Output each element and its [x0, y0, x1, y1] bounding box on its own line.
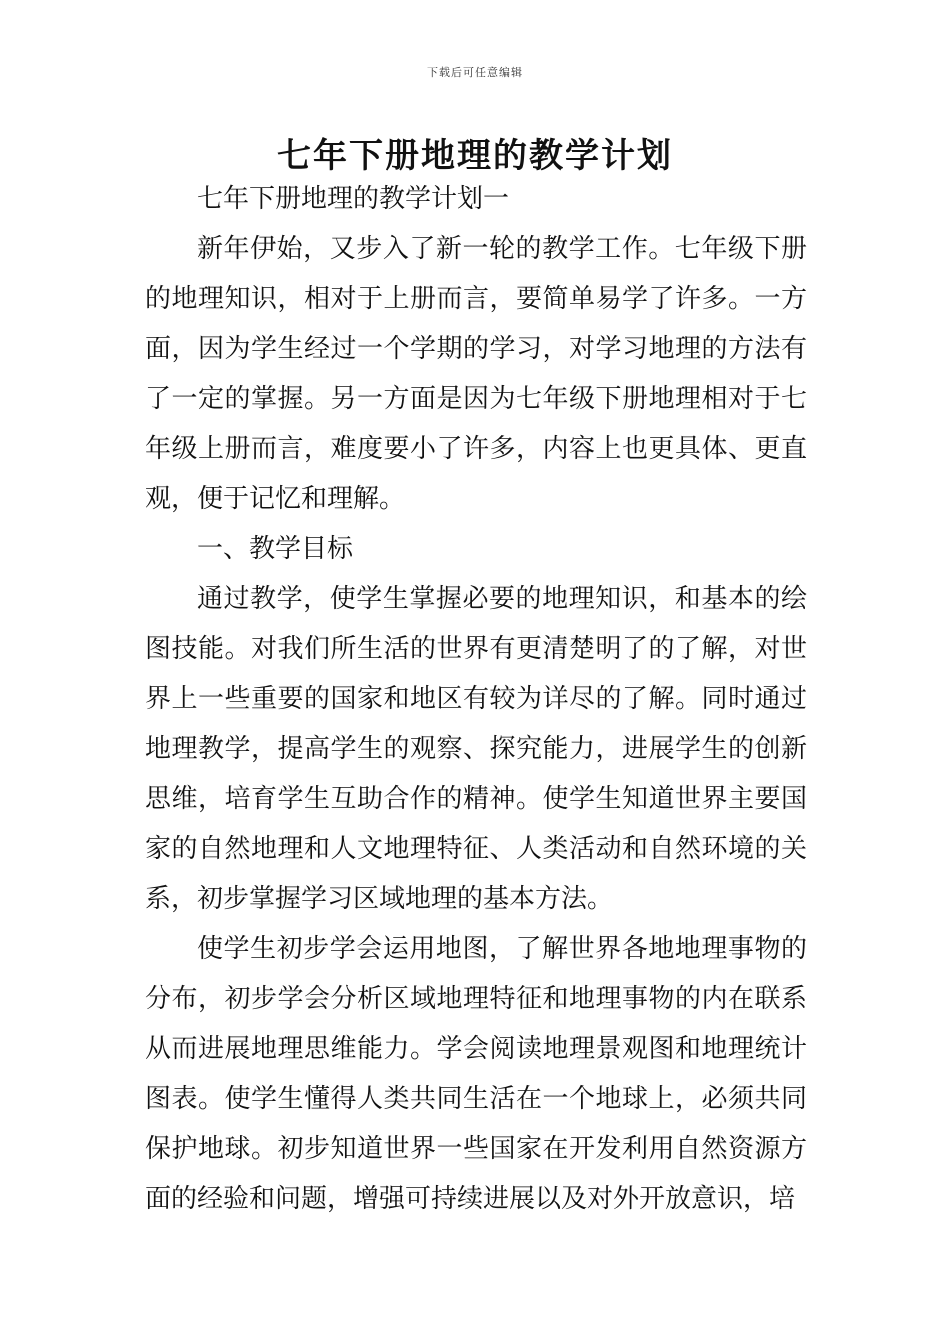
- document-title: 七年下册地理的教学计划: [277, 136, 673, 176]
- document-body: [145, 174, 807, 1224]
- header-note: 下载后可任意编辑: [427, 66, 523, 79]
- goal-paragraph-2: 使学生初步学会运用地图，了解世界各地地理事物的分布，初步学会分析区域地理特征和地理事物的内在联系从而进展地理思维能力。学会阅读地理景观图和地理统计图表。使学生懂得人类共同生活在一个地球上，必须共同保护地球。初步知道世界一些国家在开发利用自然资源方面的经验和问题，增强可持续进展以及对外开放意识，培: [145, 934, 807, 1214]
- section-heading-teaching-goals: 一、教学目标: [197, 534, 354, 564]
- goal-paragraph-1: 通过教学，使学生掌握必要的地理知识，和基本的绘图技能。对我们所生活的世界有更清楚明了的了解，对世界上一些重要的国家和地区有较为详尽的了解。同时通过地理教学，提高学生的观察、探究能力，进展学生的创新思维，培育学生互助合作的精神。使学生知道世界主要国家的自然地理和人文地理特征、人类活动和自然环境的关系，初步掌握学习区域地理的基本方法。: [145, 584, 807, 914]
- intro-paragraph: 新年伊始，又步入了新一轮的教学工作。七年级下册的地理知识，相对于上册而言，要简单易学了许多。一方面，因为学生经过一个学期的学习，对学习地理的方法有了一定的掌握。另一方面是因为七年级下册地理相对于七年级上册而言，难度要小了许多，内容上也更具体、更直观，便于记忆和理解。: [145, 234, 807, 514]
- subtitle-line: 七年下册地理的教学计划一: [197, 184, 510, 214]
